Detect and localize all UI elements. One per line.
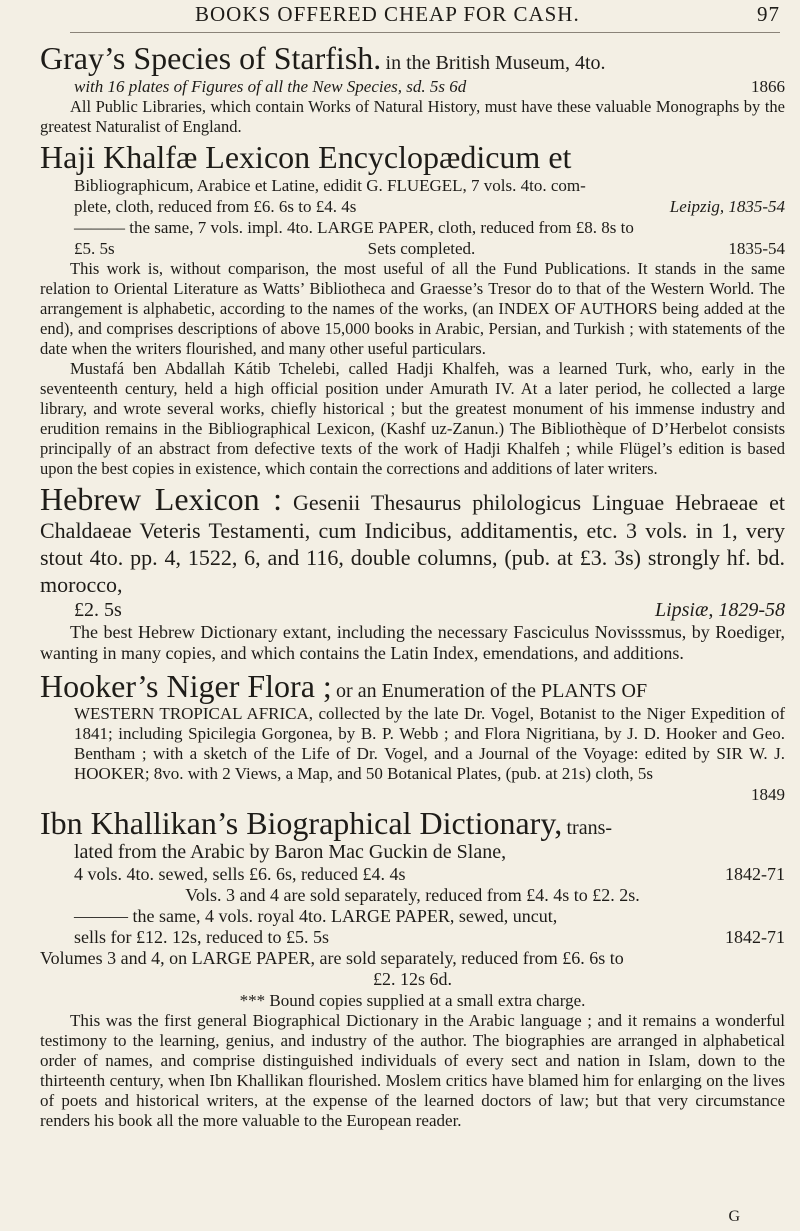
entry-haji [40,139,785,479]
entry-paragraph: The best Hebrew Dictionary extant, including the necessary Fasciculus Novisssmus, by Roediger, wanting in many copies, and which contains the Latin Index, emendations, and additions. [40,622,785,663]
entry-line: lated from the Arabic by Baron Mac Guckin de Slane, [74,841,507,863]
page-body [40,40,785,1131]
entry-title-suffix: or an Enumeration of the PLANTS OF [336,680,648,702]
page-number: 97 [757,2,780,26]
entry-note: Sets completed. [367,239,476,258]
entry-line: with 16 plates of Figures of all the New Species, sd. 5s 6d [74,77,467,96]
entry-date: 1866 [751,77,785,96]
entry-title: Hooker’s Niger Flora ; [40,668,332,704]
entry-note: Vols. 3 and 4 are sold separately, reduced from £4. 4s to £2. 2s. [185,885,640,905]
entry-title: Gray’s Species of Starfish. [40,40,382,76]
entry-text: WESTERN TROPICAL AFRICA, collected by the late Dr. Vogel, Botanist to the Niger Expedition of 1841; including Spicilegia Gorgonea, by B. P. Webb ; and Flora Nigritiana, by J. D. Hooker and Geo. Bentham ; with a sketch of the Life of Dr. Vogel, and a Journal of the Voyage: edited by SIR W. J. HOOKER; 8vo. with 2 Views, a Map, and 50 Botanical Plates, (pub. at 21s) cloth, 5s [74,704,785,783]
entry-note: All Public Libraries, which contain Works of Natural History, must have these valuable Monographs by the greatest Naturalist of England. [40,97,785,136]
entry-hooker [40,668,785,805]
entry-ibn [40,805,785,1131]
entry-note: *** Bound copies supplied at a small extra charge. [239,991,586,1010]
running-header [70,0,780,40]
entry-title-suffix: in the British Museum, 4to. [385,52,606,74]
entry-line: 4 vols. 4to. sewed, sells £6. 6s, reduced £4. 4s [74,864,406,884]
entry-price: £5. 5s [74,239,115,258]
entry-date: 1842-71 [725,864,785,884]
entry-line: sells for £12. 12s, reduced to £5. 5s [74,927,329,947]
entry-text: Gesenii Thesaurus philologicus Linguae Hebraeae et Chaldaeae Veteris Testamenti, cum Indicibus, additamentis, etc. 3 vols. in 1, very stout 4to. pp. 4, 1522, 6, and 116, double columns, (pub. at £3. 3s) strongly hf. bd. morocco, [40,490,785,597]
entry-line: Volumes 3 and 4, on LARGE PAPER, are sold separately, reduced from £6. 6s to [40,948,624,968]
entry-place: Leipzig, 1835-54 [669,197,785,216]
entry-date: 1842-71 [725,927,785,947]
signature-mark: G [728,1208,740,1225]
entry-title: Hebrew Lexicon : [40,481,283,517]
entry-place: Lipsiæ, 1829-58 [654,599,785,621]
entry-paragraph: This work is, without comparison, the most useful of all the Fund Publications. It stands in the same relation to Oriental Literature as Watts’ Bibliotheca and Graesse’s Tresor do to that of the Western World. The arrangement is alphabetic, according to the names of the works, (an INDEX OF AUTHORS being added at the end), and comprises descriptions of above 15,000 books in Arabic, Persian, and Turkish ; with statements of the date when the writers flourished, and many other useful particulars. [40,259,785,358]
entry-line: £2. 12s 6d. [372,969,452,989]
header-title: BOOKS OFFERED CHEAP FOR CASH. [195,2,580,26]
entry-line: ——— the same, 4 vols. royal 4to. LARGE PAPER, sewed, uncut, [74,906,558,926]
entry-title: Ibn Khallikan’s Biographical Dictionary, [40,805,563,841]
entry-paragraph: This was the first general Biographical Dictionary in the Arabic language ; and it remains a wonderful testimony to the learning, genius, and industry of the author. The biographies are arranged in alphabetical order of names, and comprise distinguished individuals of every sect and nation in Islam, down to the thirteenth century, when Ibn Khallikan flourished. Moslem critics have blamed him for enlarging on the lives of poets and historical writers, at the expense of the learned doctors of law; but that very circumstance renders his book all the more valuable to the European reader. [40,1011,785,1130]
entry-date: 1849 [751,785,785,804]
entry-hebrew [40,481,785,664]
header-rule [70,32,780,33]
entry-line: Bibliographicum, Arabice et Latine, edidit G. FLUEGEL, 7 vols. 4to. com- [74,176,586,195]
entry-line: ——— the same, 7 vols. impl. 4to. LARGE PAPER, cloth, reduced from £8. 8s to [74,218,634,237]
entry-title: Haji Khalfæ Lexicon Encyclopædicum et [40,139,572,175]
entry-grays [40,40,785,137]
entry-line: plete, cloth, reduced from £6. 6s to £4. 4s [74,197,357,216]
entry-date: 1835-54 [728,239,785,258]
entry-title-suffix: trans- [566,817,613,839]
entry-price: £2. 5s [74,599,122,621]
entry-paragraph: Mustafá ben Abdallah Kátib Tchelebi, called Hadji Khalfeh, was a learned Turk, who, early in the seventeenth century, held a high official position under Amurath IV. At a later period, he collected a large library, and wrote several works, chiefly historical ; but the greatest monument of his immense industry and erudition remains in the Bibliographical Lexicon, (Kashf uz-Zanun.) The Bibliothèque of D’Herbelot consists principally of an abstract from defective texts of the work of Hadji Khalfeh ; while Flügel’s edition is based upon the best copies in existence, which contain the corrections and additions of later writers. [40,359,785,478]
